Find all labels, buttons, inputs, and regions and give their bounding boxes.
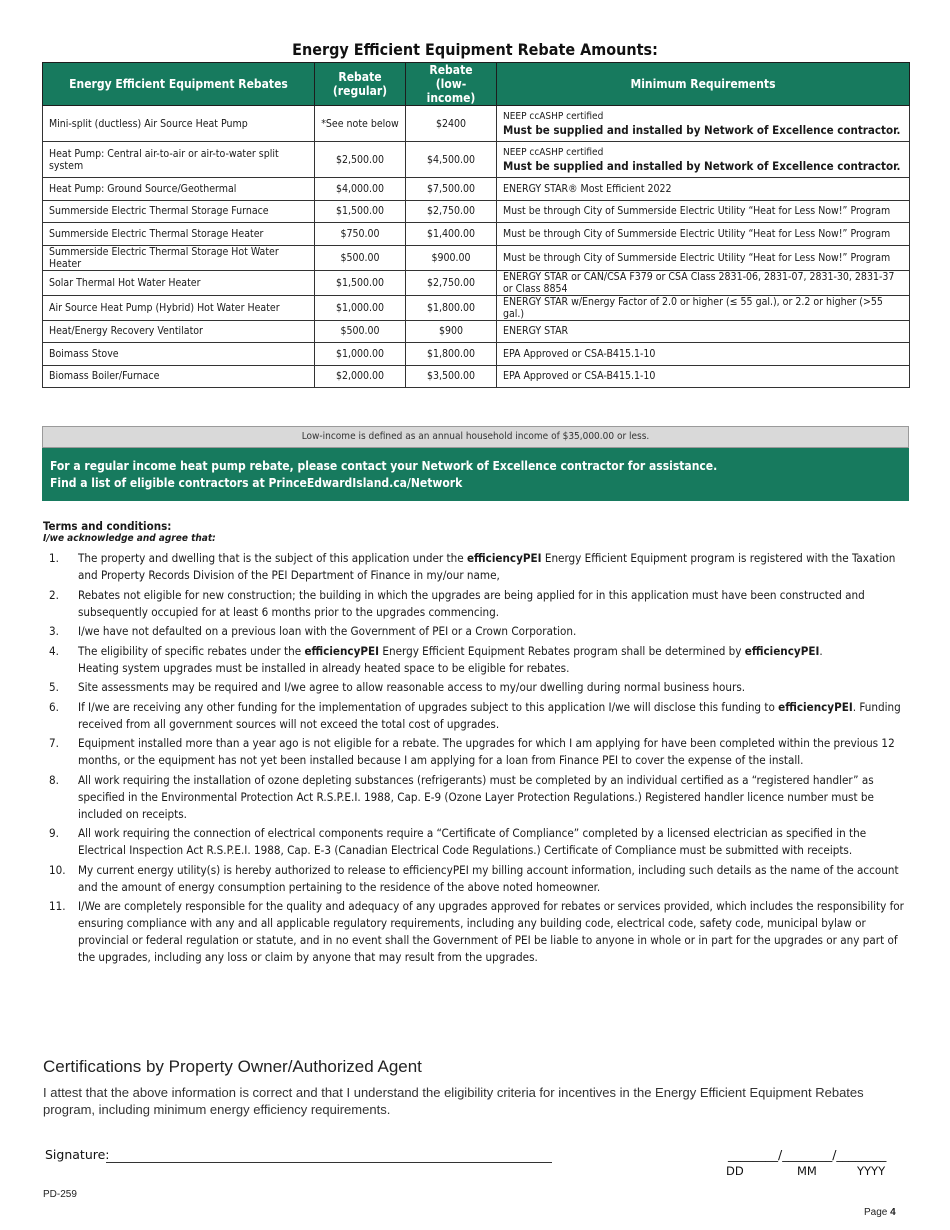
equipment-cell: Summerside Electric Thermal Storage Furnace — [43, 200, 315, 223]
equipment-cell: Boimass Stove — [43, 343, 315, 366]
table-row — [43, 142, 910, 178]
requirements-cell: ENERGY STAR — [497, 320, 910, 343]
list-item: 3. I/we have not defaulted on a previous loan with the Government of PEI or a Crown Corporation. — [49, 624, 577, 638]
rebate-low-income-cell: $900 — [406, 320, 497, 343]
rebate-regular-cell: $750.00 — [315, 223, 406, 246]
header-rebate-regular: Rebate (regular) — [315, 63, 406, 106]
low-income-note: Low-income is defined as an annual household income of $35,000.00 or less. — [42, 426, 909, 448]
contractor-notice — [42, 448, 909, 501]
list-item: 2. Rebates not eligible for new construction; the building in which the upgrades are being applied for in this application must have been constructed and subsequently occupied for at least 6 months prior to the upgrades commencing. — [49, 587, 865, 619]
list-item: 8. All work requiring the installation of ozone depleting substances (refrigerants) must be completed by an individual certified as a “registered handler” as specified in the Environmental Protection Act R.S.P.E.I. 1988, Cap. E-9 (Ozone Layer Protection Regulations.) Registered handler licence number must be included on receipts. — [49, 772, 874, 821]
list-item: 11. I/We are completely responsible for the quality and adequacy of any upgrades approved for rebates or services provided, which includes the responsibility for ensuring compliance with any and all applicable regulatory requirements, including any building code, electrical code, safety code, municipal bylaw or provincial or federal regulation or statute, and in no event shall the Government of PEI be liable to anyone in whole or in part for the upgrades or any part of the upgrades, including any loss or claim by anyone that may result from the upgrades. — [49, 899, 904, 964]
signature-field[interactable] — [106, 1162, 552, 1163]
list-item: 6. If I/we are receiving any other funding for the implementation of upgrades subject to this application I/we will disclose this funding to efficiencyPEI. Funding received from all government sources will not exceed the total cost of upgrades. — [49, 699, 901, 731]
table-row — [43, 295, 910, 320]
list-item: 9. All work requiring the connection of electrical components require a “Certificate of Compliance” completed by a licensed electrician as specified in the Electrical Inspection Act R.S.P.E.I. 1988, Cap. E-3 (Canadian Electrical Code Regulations.) Certificate of Compliance must be submitted with receipts. — [49, 826, 867, 857]
rebate-regular-cell: *See note below — [315, 106, 406, 142]
list-item: 5. Site assessments may be required and I/we agree to allow reasonable access to my/our dwelling during normal business hours. — [49, 680, 746, 694]
table-row — [43, 178, 910, 201]
equipment-cell: Heat Pump: Ground Source/Geothermal — [43, 178, 315, 201]
rebate-regular-cell: $4,000.00 — [315, 178, 406, 201]
date-field[interactable]: ________/________/________ — [728, 1147, 887, 1162]
equipment-cell: Summerside Electric Thermal Storage Heater — [43, 223, 315, 246]
requirements-cell: Must be through City of Summerside Electric Utility “Heat for Less Now!” Program — [497, 245, 910, 270]
certification-heading: Certifications by Property Owner/Authorized Agent — [43, 1057, 422, 1076]
requirements-cell: EPA Approved or CSA-B415.1-10 — [497, 343, 910, 366]
rebate-regular-cell: $1,500.00 — [315, 270, 406, 295]
equipment-cell: Mini-split (ductless) Air Source Heat Pump — [43, 106, 315, 142]
equipment-cell: Heat/Energy Recovery Ventilator — [43, 320, 315, 343]
equipment-cell: Summerside Electric Thermal Storage Hot Water Heater — [43, 245, 315, 270]
signature-label: Signature: — [45, 1147, 110, 1162]
equipment-cell: Solar Thermal Hot Water Heater — [43, 270, 315, 295]
table-row — [43, 200, 910, 223]
header-rebate-low-income: Rebate (low- income) — [406, 63, 497, 106]
rebate-low-income-cell: $3,500.00 — [406, 365, 497, 388]
requirements-cell: Must be through City of Summerside Electric Utility “Heat for Less Now!” Program — [497, 223, 910, 246]
requirements-cell: ENERGY STAR or CAN/CSA F379 or CSA Class 2831-06, 2831-07, 2831-30, 2831-37 or Class 8854 — [497, 270, 910, 295]
rebate-low-income-cell: $4,500.00 — [406, 142, 497, 178]
rebate-regular-cell: $1,000.00 — [315, 343, 406, 366]
rebate-regular-cell: $1,500.00 — [315, 200, 406, 223]
table-row — [43, 245, 910, 270]
certification-text: I attest that the above information is correct and that I understand the eligibility criteria for incentives in the Energy Efficient Equipment Rebates program, including minimum energy efficiency requirements. — [43, 1085, 864, 1117]
date-day-label: DD — [726, 1164, 744, 1178]
terms-heading: Terms and conditions: — [43, 519, 172, 533]
requirements-cell: Must be through City of Summerside Electric Utility “Heat for Less Now!” Program — [497, 200, 910, 223]
terms-subheading: I/we acknowledge and agree that: — [43, 533, 216, 544]
rebate-low-income-cell: $2400 — [406, 106, 497, 142]
equipment-cell: Air Source Heat Pump (Hybrid) Hot Water Heater — [43, 295, 315, 320]
list-item: 7. Equipment installed more than a year ago is not eligible for a rebate. The upgrades for which I am applying for have been completed within the previous 12 months, or the equipment has not yet been installed because I am applying for a loan from Finance PEI to cover the expense of the install. — [49, 736, 895, 767]
table-row — [43, 270, 910, 295]
header-minimum-requirements: Minimum Requirements — [497, 63, 910, 106]
requirements-cell: NEEP ccASHP certified Must be supplied and installed by Network of Excellence contractor. — [497, 142, 910, 178]
rebate-regular-cell: $500.00 — [315, 245, 406, 270]
table-row — [43, 320, 910, 343]
table-row — [43, 343, 910, 366]
rebate-low-income-cell: $2,750.00 — [406, 270, 497, 295]
page-title: Energy Efficient Equipment Rebate Amounts: — [292, 40, 658, 59]
rebate-regular-cell: $1,000.00 — [315, 295, 406, 320]
requirements-cell: NEEP ccASHP certified Must be supplied and installed by Network of Excellence contractor. — [497, 106, 910, 142]
contractor-notice-line1: For a regular income heat pump rebate, please contact your Network of Excellence contractor for assistance. — [50, 459, 718, 473]
contractor-notice-line2: Find a list of eligible contractors at PrinceEdwardIsland.ca/Network — [50, 476, 463, 490]
date-month-label: MM — [797, 1164, 817, 1178]
rebate-low-income-cell: $1,400.00 — [406, 223, 497, 246]
form-code: PD-259 — [43, 1189, 77, 1200]
header-equipment: Energy Efficient Equipment Rebates — [43, 63, 315, 106]
list-item: 10. My current energy utility(s) is hereby authorized to release to efficiencyPEI my billing account information, including such details as the name of the account and the amount of energy consumption pertaining to the residence of the above noted homeowner. — [49, 862, 899, 894]
terms-list — [43, 550, 909, 969]
equipment-cell: Heat Pump: Central air-to-air or air-to-water split system — [43, 142, 315, 178]
page-number: Page 4 — [864, 1207, 896, 1218]
table-row — [43, 106, 910, 142]
rebate-low-income-cell: $900.00 — [406, 245, 497, 270]
rebate-regular-cell: $2,500.00 — [315, 142, 406, 178]
requirements-cell: ENERGY STAR w/Energy Factor of 2.0 or higher (≤ 55 gal.), or 2.2 or higher (>55 gal.) — [497, 295, 910, 320]
list-item: 1. The property and dwelling that is the subject of this application under the efficiencyPEI Energy Efficient Equipment program is registered with the Taxation and Property Records Division of the PEI Department of Finance in my/our name, — [49, 551, 896, 582]
list-item: 4. The eligibility of specific rebates under the efficiencyPEI Energy Efficient Equipment Rebates program shall be determined by efficiencyPEI. Heating system upgrades must be installed in already heated space to be eligible for rebates. — [49, 643, 823, 675]
rebate-table — [42, 62, 910, 388]
requirements-cell: ENERGY STAR® Most Efficient 2022 — [497, 178, 910, 201]
table-row — [43, 365, 910, 388]
table-row — [43, 223, 910, 246]
rebate-low-income-cell: $2,750.00 — [406, 200, 497, 223]
rebate-low-income-cell: $1,800.00 — [406, 343, 497, 366]
rebate-regular-cell: $2,000.00 — [315, 365, 406, 388]
requirements-cell: EPA Approved or CSA-B415.1-10 — [497, 365, 910, 388]
date-year-label: YYYY — [857, 1164, 886, 1178]
table-header-row — [43, 63, 910, 106]
rebate-regular-cell: $500.00 — [315, 320, 406, 343]
rebate-low-income-cell: $7,500.00 — [406, 178, 497, 201]
equipment-cell: Biomass Boiler/Furnace — [43, 365, 315, 388]
rebate-low-income-cell: $1,800.00 — [406, 295, 497, 320]
